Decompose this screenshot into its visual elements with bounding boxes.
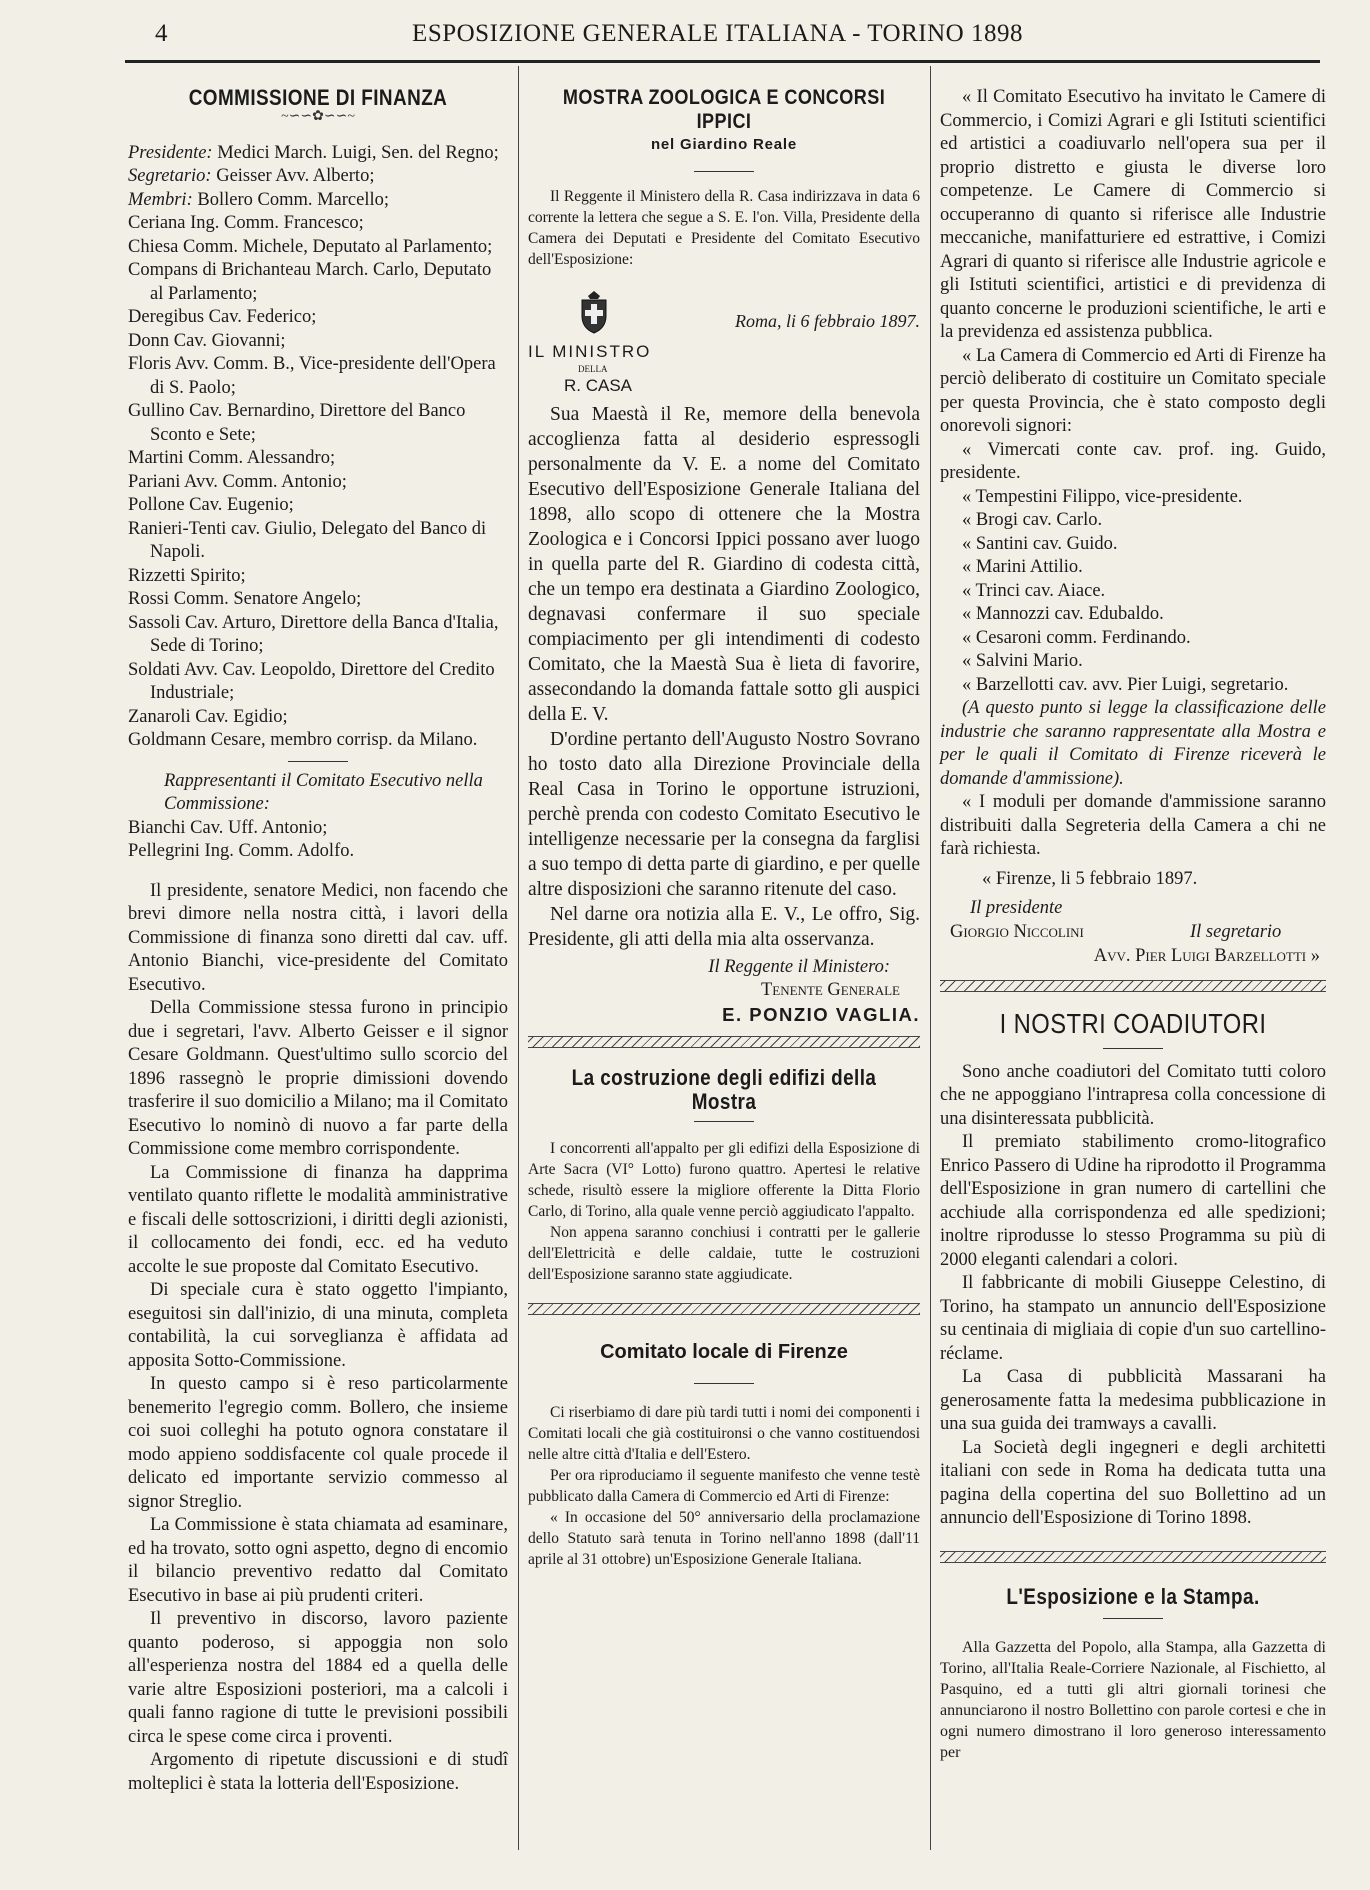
member-entry — [128, 447, 508, 471]
secretary-label: Il segretario — [1190, 921, 1282, 942]
body-paragraph: Per ora riproduciamo il seguente manifesto che venne testè pubblicato dalla Camera di Commercio ed Arti di Firenze: — [528, 1466, 920, 1505]
body-paragraph: La Società degli ingegneri e degli architetti italiani con sede in Roma ha dedicata tutta una pagina della copertina del suo Bollettino ad un annuncio dell'Esposizione di Torino 1898. — [940, 1437, 1326, 1528]
member-entry — [128, 142, 508, 166]
committee-member: « Cesaroni comm. Ferdinando. — [962, 627, 1191, 648]
body-paragraph: Della Commissione stessa furono in principio due i segretari, l'avv. Alberto Geisser e il signor Cesare Goldmann. Quest'ultimo sullo scorcio del 1896 rassegnò le proprie dimissioni dovendo trasferire il suo domicilio a Milano; ma il Comitato Esecutivo lo nominò di nuovo a far parte della Commissione come membro corrispondente. — [128, 998, 508, 1159]
body-paragraph: Ci riserbiamo di dare più tardi tutti i nomi dei componenti i Comitati locali che già costituironsi o che vanno costituendosi nelle altre città d'Italia e dell'Estero. — [528, 1403, 920, 1463]
column-divider-2 — [930, 66, 931, 1850]
member-entry — [128, 729, 508, 753]
flourish-ornament: ~∽∽✿∽∽~ — [281, 108, 355, 124]
signature-title: Il Reggente il Ministero: — [708, 956, 890, 977]
president-name: Giorgio Niccolini — [950, 921, 1084, 942]
member-entry — [128, 330, 508, 354]
body-paragraph: Di speciale cura è stato oggetto l'impianto, eseguitosi sin dall'inizio, di una minuta, completa contabilità, la cui sorveglianza è affidata ad apposita Sotto-Commissione. — [128, 1280, 508, 1371]
body-paragraph: In questo campo si è reso particolarmente benemerito l'egregio comm. Bollero, che insieme coi suoi colleghi ha potuto ognora constatare il modo appieno soddisfacente col quale procede il delicato ed importante servizio commesso al signor Streglio. — [128, 1374, 508, 1512]
body-paragraph: Il preventivo in discorso, lavoro paziente quanto poderoso, si appoggia non solo all'esperienza nostra del 1884 ed a quella delle varie altre Esposizioni posteriori, ma a calcoli i quali fanno ragione di tutte le previsioni possibili circa le spese come circa i proventi. — [128, 1609, 508, 1747]
member-entry — [128, 588, 508, 612]
section-heading-costruzione: La costruzione degli edifizi della Mostra — [571, 1065, 877, 1114]
body-paragraph: Il premiato stabilimento cromo-litografico Enrico Passero di Udine ha riprodotto il Programma dell'Esposizione in gran numero di cartellini che acchiude alla corrispondenza ed alle spedizioni; inoltre riprodusse lo stesso Programma su più di 2000 eleganti calendari a colori. — [940, 1132, 1326, 1270]
letterhead-line3: R. CASA — [564, 375, 633, 395]
section-heading-firenze: Comitato locale di Firenze — [600, 1341, 848, 1363]
separator-rule — [694, 171, 754, 172]
body-paragraph: Sono anche coadiutori del Comitato tutti coloro che ne appoggiano l'intrapresa colla concessione di una disinteressata pubblicità. — [940, 1061, 1326, 1129]
running-head — [125, 20, 1310, 54]
member-entry — [128, 259, 508, 306]
wave-rule — [940, 1551, 1326, 1563]
member-text: Ranieri-Tenti cav. Giulio, Delegato del Banco di Napoli. — [128, 518, 487, 562]
section-heading-mostra: MOSTRA ZOOLOGICA E CONCORSI IPPICI — [562, 86, 886, 133]
member-entry — [128, 400, 508, 447]
firenze-continued — [940, 86, 1326, 439]
letterhead — [528, 284, 920, 402]
separator-rule — [694, 1121, 754, 1122]
member-text: Martini Comm. Alessandro; — [128, 448, 336, 468]
section-heading-stampa: L'Esposizione e la Stampa. — [1006, 1583, 1260, 1609]
member-text: Compans di Brichanteau March. Carlo, Deputato al Parlamento; — [128, 260, 492, 304]
member-text: Gullino Cav. Bernardino, Direttore del Banco Sconto e Sete; — [128, 401, 466, 445]
moduli-paragraph: « I moduli per domande d'ammissione saranno distribuiti dalla Segreteria della Camera a chi ne farà richiesta. — [940, 792, 1326, 859]
member-text: Zanaroli Cav. Egidio; — [128, 706, 288, 727]
letter-paragraph: D'ordine pertanto dell'Augusto Nostro Sovrano ho tosto dato alla Direzione Provinciale della Real Casa in Torino le opportune istruzioni, perchè prenda con codesto Comitato Esecutivo le intelligenze necessarie per la consegna da farglisi a suo tempo di detta parte di giardino, e per quelle altre disposizioni che saranno ritenute del caso. — [528, 728, 920, 900]
stampa-paragraph: Alla Gazzetta del Popolo, alla Stampa, alla Gazzetta di Torino, all'Italia Reale-Corriere Nazionale, al Fischietto, al Pasquino, ed a tutti gli altri giornali torinesi che annunciarono il nostro Bollettino con parole cortesi e che in ogni numero dimostrano il loro generoso interessamento per — [940, 1639, 1326, 1761]
royal-crest-icon — [574, 290, 614, 334]
member-entry — [128, 353, 508, 400]
header-rule — [125, 60, 1320, 63]
separator-rule — [1103, 1618, 1163, 1619]
member-role: Presidente: — [128, 142, 213, 163]
member-entry — [128, 565, 508, 589]
secretary-name: Avv. Pier Luigi Barzellotti » — [1093, 945, 1320, 966]
signatures-row — [940, 921, 1326, 945]
committee-member: « Marini Attilio. — [962, 557, 1083, 577]
firenze-committee-list — [940, 439, 1326, 698]
letter-paragraph: Sua Maestà il Re, memore della benevola accoglienza fatta al desiderio espressogli personalmente da V. E. a nome del Comitato Esecutivo dell'Esposizione Generale Italiana del 1898, allo scopo di ottenere che la Mostra Zoologica e i Concorsi Ippici possano aver luogo in quella parte del R. Giardino di codesta città, che un tempo era destinata a Giardino Zoologico, degnavasi confermare il suo speciale compiacimento per gli intendimenti di codesto Comitato, che la Maestà Sua è lieta di favorire, assecondando la domanda fattale sotto gli auspici della E. V. — [528, 403, 920, 725]
finanza-body — [128, 880, 508, 1797]
letter-body — [528, 402, 920, 952]
rep-heading: Rappresentanti il Comitato Esecutivo nella Commissione: — [164, 770, 483, 814]
body-paragraph: « Il Comitato Esecutivo ha invitato le Camere di Commercio, i Comizi Agrari e gli Istituti scientifici ed artistici a coadiuvarlo nell'opera sua per il proprio distretto e giusta le diverse loro competenze. Le Camere di Commercio si occuperanno di quanto si riferisce alle Industrie meccaniche, manifatturiere ed estrattive, i Comizi Agrari di quanto si riferisce alle Industrie agricole e gli Istituti scientifici, artistici e di previdenza di quanto concerne le produzioni scientifiche, le arti e la previdenza ed assistenza pubblica. — [940, 87, 1326, 342]
committee-member: « Trinci cav. Aiace. — [962, 580, 1106, 601]
committee-member: « Santini cav. Guido. — [962, 533, 1118, 554]
page-title: ESPOSIZIONE GENERALE ITALIANA - TORINO 1898 — [412, 20, 1023, 47]
separator-rule — [1103, 1048, 1163, 1049]
column-divider-1 — [518, 66, 519, 1850]
firenze-date: « Firenze, li 5 febbraio 1897. — [982, 868, 1198, 889]
committee-member: « Vimercati conte cav. prof. ing. Guido, presidente. — [940, 439, 1326, 483]
member-entry — [128, 494, 508, 518]
member-entry — [128, 659, 508, 706]
committee-member: « Brogi cav. Carlo. — [962, 510, 1103, 530]
firenze-body — [528, 1402, 920, 1570]
member-text: Sassoli Cav. Arturo, Direttore della Banca d'Italia, Sede di Torino; — [128, 612, 499, 656]
letter-paragraph: Nel darne ora notizia alla E. V., Le offro, Sig. Presidente, gli atti della mia alta osservanza. — [528, 903, 920, 950]
body-paragraph: La Commissione è stata chiamata ad esaminare, ed ha trovato, sotto ogni aspetto, degno di encomio il bilancio preventivo redatto dal Comitato Esecutivo in base ai più prudenti criteri. — [128, 1515, 508, 1606]
member-text: Chiesa Comm. Michele, Deputato al Parlamento; — [128, 236, 493, 257]
member-text: Pollone Cav. Eugenio; — [128, 495, 294, 515]
committee-member: « Salvini Mario. — [962, 651, 1083, 671]
member-text: Goldmann Cesare, membro corrisp. da Milano. — [128, 730, 478, 750]
intro-paragraph: Il Reggente il Ministero della R. Casa indirizzava in data 6 corrente la lettera che segue a S. E. l'on. Villa, Presidente della Camera dei Deputati e Presidente del Comitato Esecutivo dell'Esposizione: — [528, 187, 920, 268]
wave-rule — [528, 1303, 920, 1315]
member-entry — [128, 236, 508, 260]
body-paragraph: Argomento di ripetute discussioni e di studî molteplici è stata la lotteria dell'Esposizione. — [128, 1750, 508, 1794]
page-number: 4 — [155, 20, 168, 47]
member-text: Rizzetti Spirito; — [128, 565, 246, 586]
column-1 — [128, 86, 508, 1796]
separator-rule — [288, 761, 348, 762]
separator-rule — [694, 1383, 754, 1384]
member-text: Donn Cav. Giovanni; — [128, 330, 286, 351]
member-text: Pariani Avv. Comm. Antonio; — [128, 471, 347, 492]
member-entry — [128, 189, 508, 213]
member-list — [128, 142, 508, 753]
member-text: Ceriana Ing. Comm. Francesco; — [128, 213, 364, 233]
costruzione-body — [528, 1138, 920, 1285]
letterhead-line1: IL MINISTRO — [528, 341, 652, 361]
column-3 — [940, 86, 1326, 1763]
rep-list — [128, 817, 508, 864]
section-subheading: nel Giardino Reale — [650, 136, 798, 153]
wave-rule — [940, 980, 1326, 992]
section-heading-coadiutori: I NOSTRI COADIUTORI — [999, 1008, 1267, 1039]
rep-entry: Bianchi Cav. Uff. Antonio; — [128, 817, 328, 838]
body-paragraph: Il presidente, senatore Medici, non facendo che brevi dimore nella nostra città, i lavori della Commissione di finanza sono diretti dal cav. uff. Antonio Bianchi, vice-presidente del Comitato Esecutivo. — [128, 880, 508, 995]
member-text: Medici March. Luigi, Sen. del Regno; — [217, 142, 499, 163]
member-text: Soldati Avv. Cav. Leopoldo, Direttore del Credito Industriale; — [128, 659, 495, 703]
member-text: Bollero Comm. Marcello; — [197, 189, 390, 210]
member-role: Segretario: — [128, 166, 212, 186]
member-entry — [128, 471, 508, 495]
member-text: Rossi Comm. Senatore Angelo; — [128, 589, 362, 609]
member-text: Deregibus Cav. Federico; — [128, 307, 317, 327]
member-entry — [128, 306, 508, 330]
column-2 — [528, 86, 920, 1570]
section-heading-finanza: COMMISSIONE DI FINANZA — [188, 85, 448, 110]
member-role: Membri: — [128, 189, 193, 210]
committee-member: « Mannozzi cav. Edubaldo. — [962, 604, 1164, 624]
body-paragraph: « La Camera di Commercio ed Arti di Firenze ha perciò deliberato di costituire un Comitato speciale per questa Provincia, che è stato composto degli onorevoli signori: — [940, 345, 1326, 436]
committee-member: « Tempestini Filippo, vice-presidente. — [962, 486, 1243, 507]
committee-member: « Barzellotti cav. avv. Pier Luigi, segretario. — [962, 674, 1289, 695]
classification-note: (A questo punto si legge la classificazione delle industrie che saranno rappresentate alla Mostra e per le quali il Comitato di Firenze riceverà le domande d'ammissione). — [940, 698, 1326, 789]
signature-rank: Tenente Generale — [760, 980, 900, 1000]
member-entry — [128, 518, 508, 565]
body-paragraph: La Commissione di finanza ha dapprima ventilato quanto riflette le modalità amministrative e fiscali delle sottoscrizioni, i diritti degli azionisti, il collocamento dei fondi, ecc. ed ha veduto accolte le sue proposte dal Comitato Esecutivo. — [128, 1162, 508, 1277]
wave-rule — [528, 1036, 920, 1048]
member-entry — [128, 165, 508, 189]
body-paragraph: Il fabbricante di mobili Giuseppe Celestino, di Torino, ha stampato un annuncio dell'Esposizione su centinaia di migliaia di copie d'un suo cartellino-réclame. — [940, 1273, 1326, 1364]
body-paragraph: Non appena saranno conchiusi i contratti per le gallerie dell'Elettricità e delle caldaie, tutte le costruzioni dell'Esposizione saranno state aggiudicate. — [528, 1224, 920, 1283]
member-text: Floris Avv. Comm. B., Vice-presidente dell'Opera di S. Paolo; — [128, 354, 496, 398]
signature-name: E. PONZIO VAGLIA. — [722, 1003, 920, 1025]
member-entry — [128, 706, 508, 730]
letterhead-line2: DELLA — [578, 363, 608, 374]
body-paragraph: I concorrenti all'appalto per gli edifizi della Esposizione di Arte Sacra (VI° Lotto) furono quattro. Apertesi le relative schede, risultò essere la migliore offerente la Ditta Florio Carlo, di Torino, alla quale venne perciò aggiudicato l'appalto. — [528, 1140, 920, 1220]
member-entry — [128, 212, 508, 236]
body-paragraph: « In occasione del 50° anniversario della proclamazione dello Statuto sarà tenuta in Torino nell'anno 1898 (dall'11 aprile al 31 ottobre) un'Esposizione Generale Italiana. — [528, 1508, 920, 1568]
dateline: Roma, li 6 febbraio 1897. — [735, 310, 920, 331]
rep-entry: Pellegrini Ing. Comm. Adolfo. — [128, 841, 355, 861]
president-label: Il presidente — [970, 898, 1063, 918]
member-entry — [128, 612, 508, 659]
member-text: Geisser Avv. Alberto; — [216, 166, 375, 186]
body-paragraph: La Casa di pubblicità Massarani ha generosamente fatta la medesima pubblicazione in una sua guida dei tramways a cavalli. — [940, 1367, 1326, 1434]
coadiutori-body — [940, 1061, 1326, 1531]
